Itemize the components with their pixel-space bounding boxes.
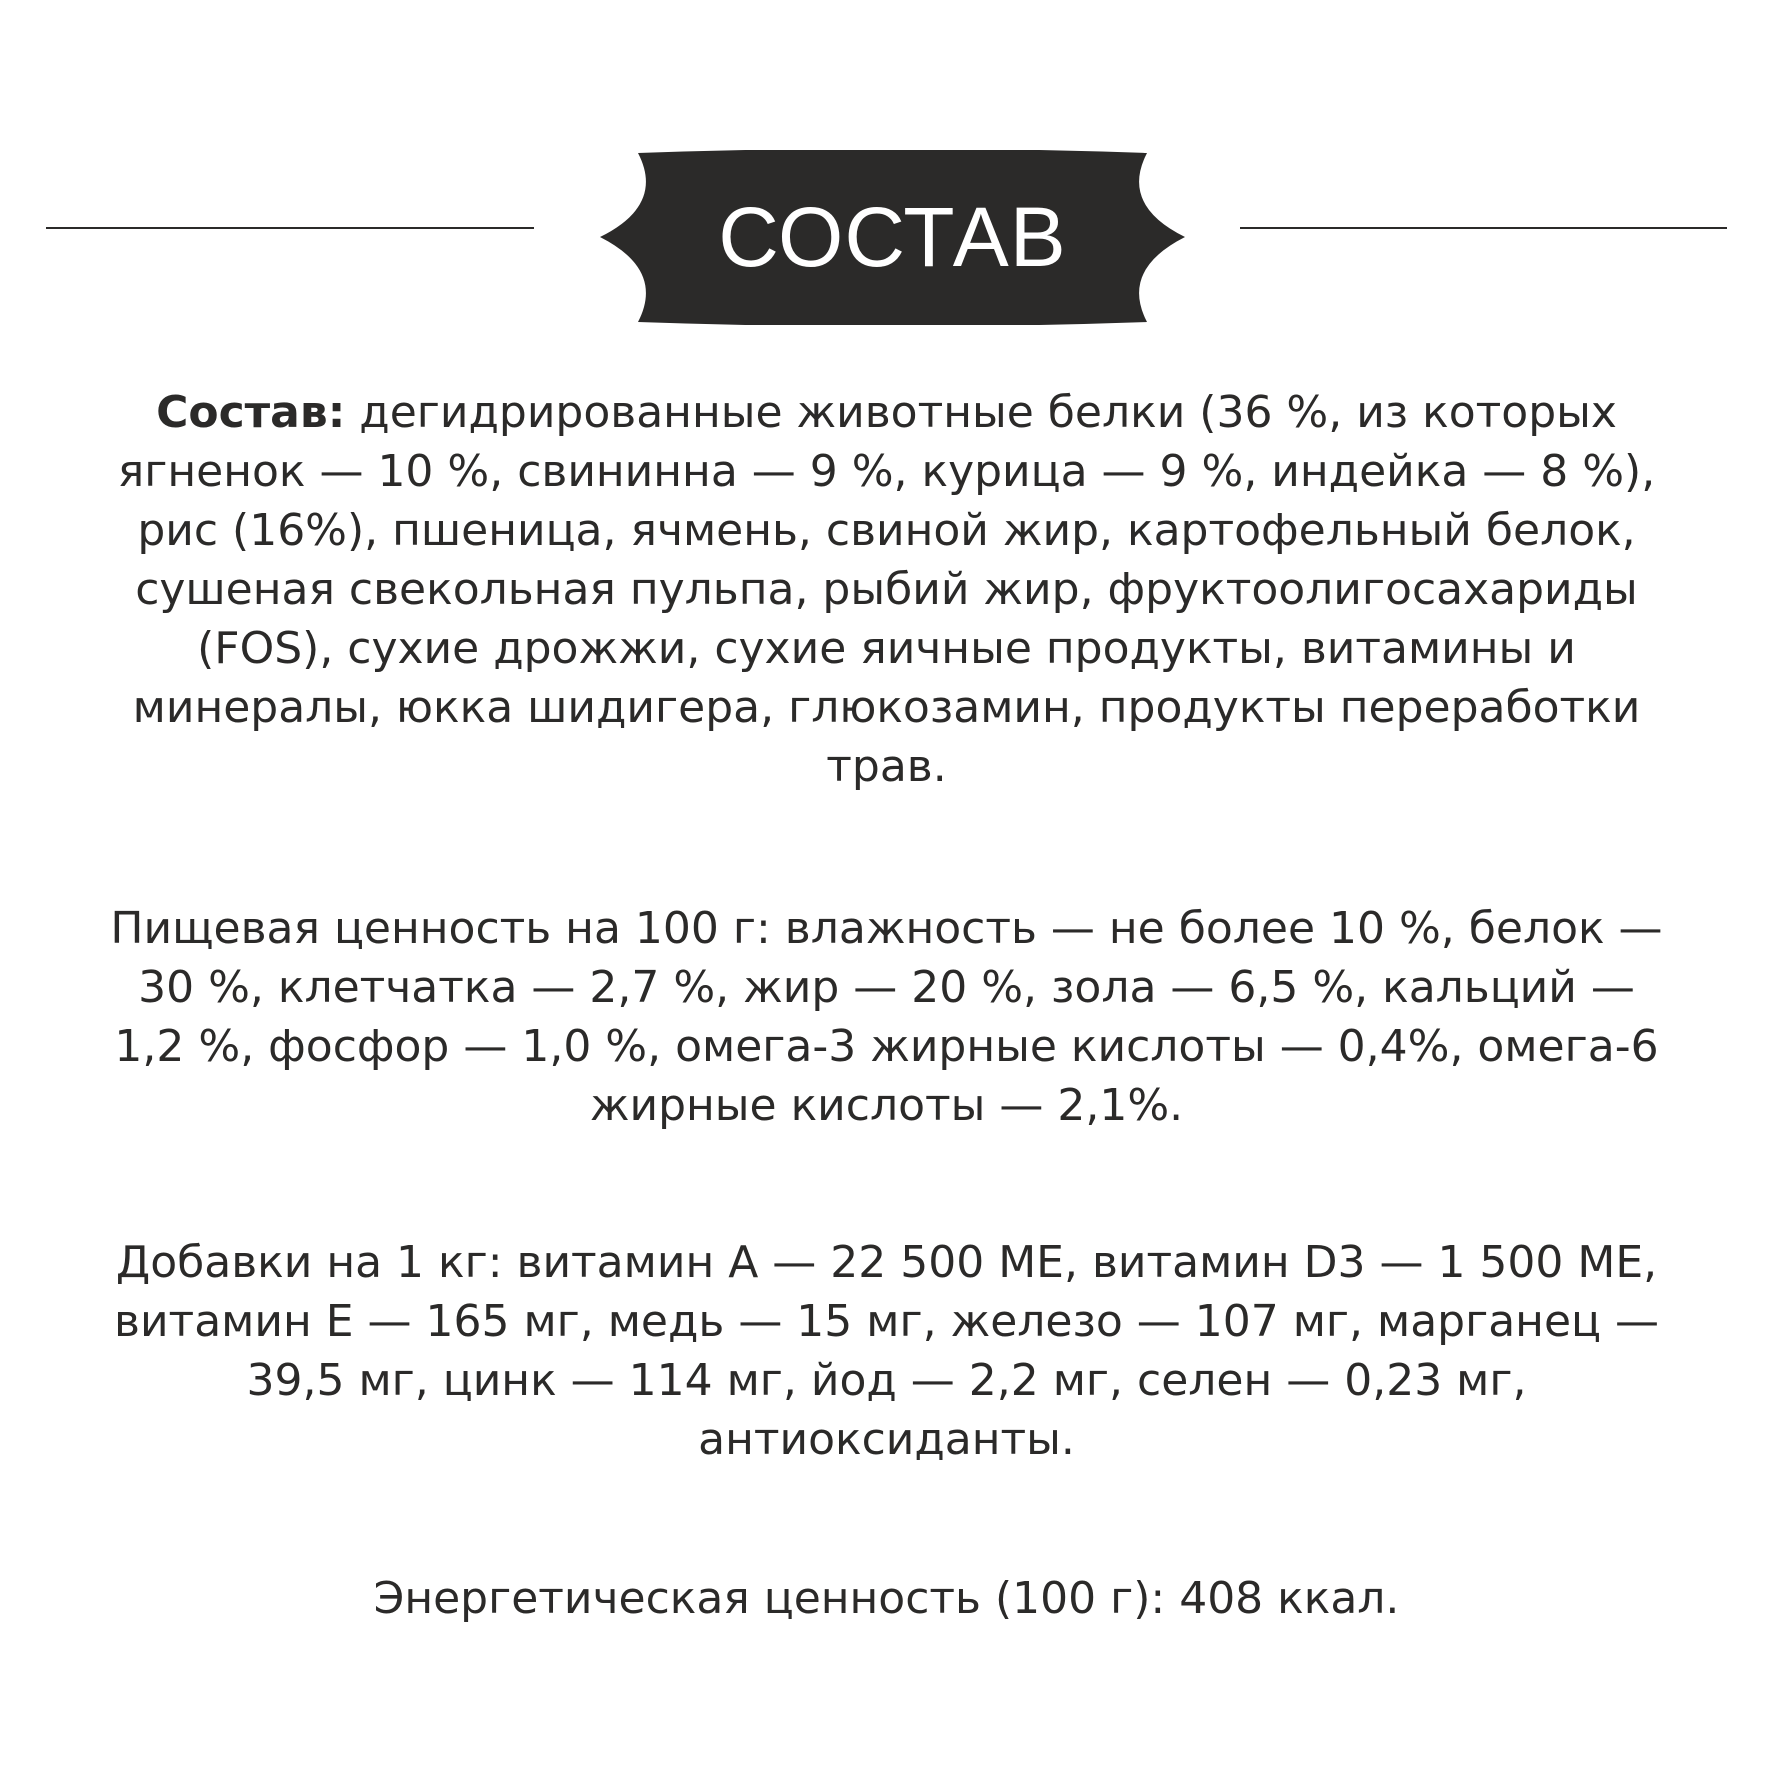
nutrition-paragraph: [110, 899, 1663, 1135]
energy-paragraph: [110, 1569, 1663, 1628]
title-badge: [600, 150, 1185, 325]
composition-text: дегидрированные животные белки (36 %, из которых ягненок — 10 %, свининна — 9 %, курица — 9 %, индейка — 8 %), рис (16%), пшеница, ячмень, свиной жир, картофельный белок, сушеная свекольная пульпа, рыбий жир, фруктоолигосахариды (FOS), сухие дрожжи, сухие яичные продукты, витамины и минералы, юкка шидигера, глюкозамин, продукты переработки трав.: [117, 387, 1656, 792]
composition-label: Состав:: [156, 387, 346, 438]
left-divider-line: [46, 227, 534, 229]
section-title: СОСТАВ: [718, 190, 1067, 284]
energy-text: Энергетическая ценность (100 г): 408 ккал.: [373, 1573, 1400, 1624]
additives-text: Добавки на 1 кг: витамин A — 22 500 МЕ, витамин D3 — 1 500 МЕ, витамин E — 165 мг, медь — 15 мг, железо — 107 мг, марганец — 39,5 мг, цинк — 114 мг, йод — 2,2 мг, селен — 0,23 мг, антиоксиданты.: [114, 1237, 1659, 1465]
nutrition-text: Пищевая ценность на 100 г: влажность — не более 10 %, белок — 30 %, клетчатка — 2,7 %, жир — 20 %, зола — 6,5 %, кальций — 1,2 %, фосфор — 1,0 %, омега-3 жирные кислоты — 0,4%, омега-6 жирные кислоты — 2,1%.: [110, 903, 1663, 1131]
right-divider-line: [1240, 227, 1727, 229]
composition-paragraph: [110, 383, 1663, 796]
additives-paragraph: [110, 1233, 1663, 1469]
header: [0, 150, 1773, 325]
